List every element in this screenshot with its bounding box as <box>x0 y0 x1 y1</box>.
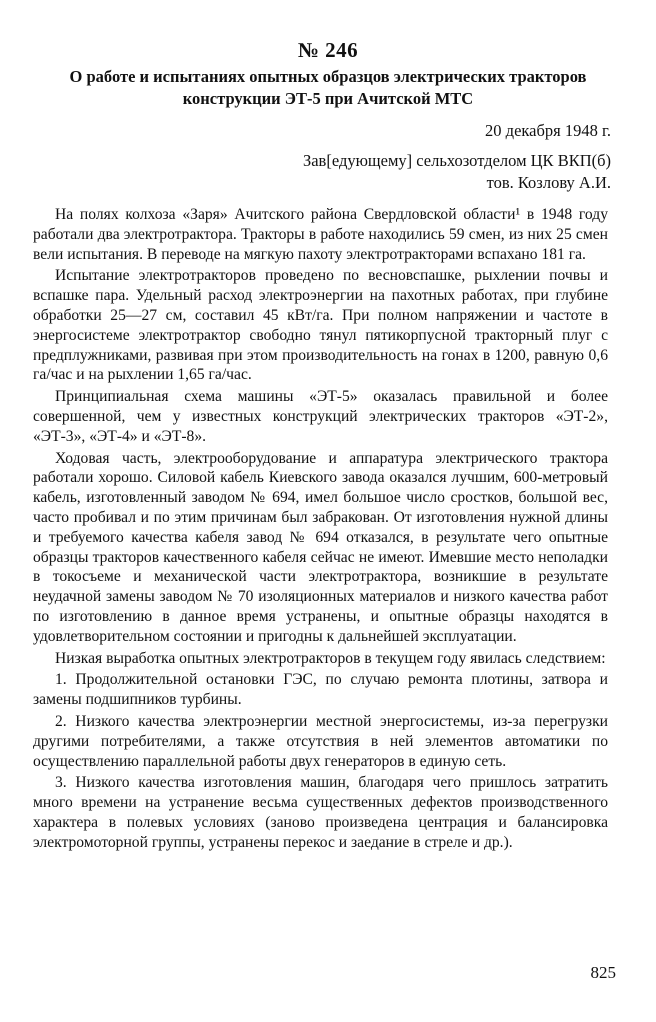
list-item: 3. Низкого качества изготовления машин, благодаря чего пришлось затратить много времени на устранение весьма существенных дефектов производственного характера в полевых условиях (заново произведена центрация и балансировка электромоторной группы, устранены перекос и заедание в стреле и др.). <box>33 774 608 851</box>
document-body <box>33 205 608 855</box>
paragraph: Испытание электротракторов проведено по весновспашке, рыхлении почвы и вспашке пара. Удельный расход электроэнергии на пахотных работах, при глубине обработки 25—27 см, составил 45 кВт/га. При полном напряжении и частоте в энергосистеме электротрактор свободно тянул пятикорпусной тракторный плуг с предплужниками, развивая при этом производительность на гонах в 1200, равную 0,6 га/час и на рыхлении 1,65 га/час. <box>33 267 608 384</box>
document-number: № 246 <box>297 38 359 62</box>
document-date: 20 декабря 1948 г. <box>485 121 611 140</box>
document-title <box>40 66 616 110</box>
paragraph: Ходовая часть, электрооборудование и аппаратура электрического трактора работали хорошо. Силовой кабель Киевского завода оказался лучшим, 600-метровый кабель, изготовленный заводом № 694, имел большое число сростков, большой вес, часто пробивал и по этим причинам был забракован. От изготовления нужной длины и требуемого качества кабеля завод № 694 отказался, в результате чего опытные образцы тракторов качественного кабеля сейчас не имеют. Имевшие место неполадки в токосъеме и механической части электротрактора, возникшие в результате неудачной замены заводом № 70 изоляционных материалов и низкого качества работ по изготовлению в данное время устранены, и опытные образцы находятся в удовлетворительном состоянии и пригодны к дальнейшей эксплуатации. <box>33 449 608 645</box>
paragraph: Низкая выработка опытных электротракторов в текущем году явилась следствием: <box>55 649 606 667</box>
list-item: 1. Продолжительной остановки ГЭС, по случаю ремонта плотины, затвора и замены подшипников турбины. <box>33 671 608 709</box>
addressee-line-1: Зав[едующему] сельхозотделом ЦК ВКП(б) <box>302 151 611 170</box>
paragraph: На полях колхоза «Заря» Ачитского района Свердловской области¹ в 1948 году работали два электротрактора. Тракторы в работе находились 59 смен, из них 25 смен вели испытания. В переводе на мягкую пахоту электротракторами вспахано 181 га. <box>33 206 608 263</box>
paragraph: Принципиальная схема машины «ЭТ-5» оказалась правильной и более совершенной, чем у известных конструкций электрических тракторов «ЭТ-2», «ЭТ-3», «ЭТ-4» и «ЭТ-8». <box>33 388 608 445</box>
addressee-line-2: тов. Козлову А.И. <box>486 173 611 192</box>
page-number: 825 <box>590 963 616 982</box>
addressee-block <box>303 150 611 194</box>
list-item: 2. Низкого качества электроэнергии местной энергосистемы, из-за перегрузки другими потребителями, а также отсутствия в ней элементов автоматики по осуществлению параллельной работы двух генераторов в единую сеть. <box>33 712 608 770</box>
title-line-1: О работе и испытаниях опытных образцов электрических тракторов <box>69 67 587 86</box>
title-line-2: конструкции ЭТ-5 при Ачитской МТС <box>182 89 474 108</box>
